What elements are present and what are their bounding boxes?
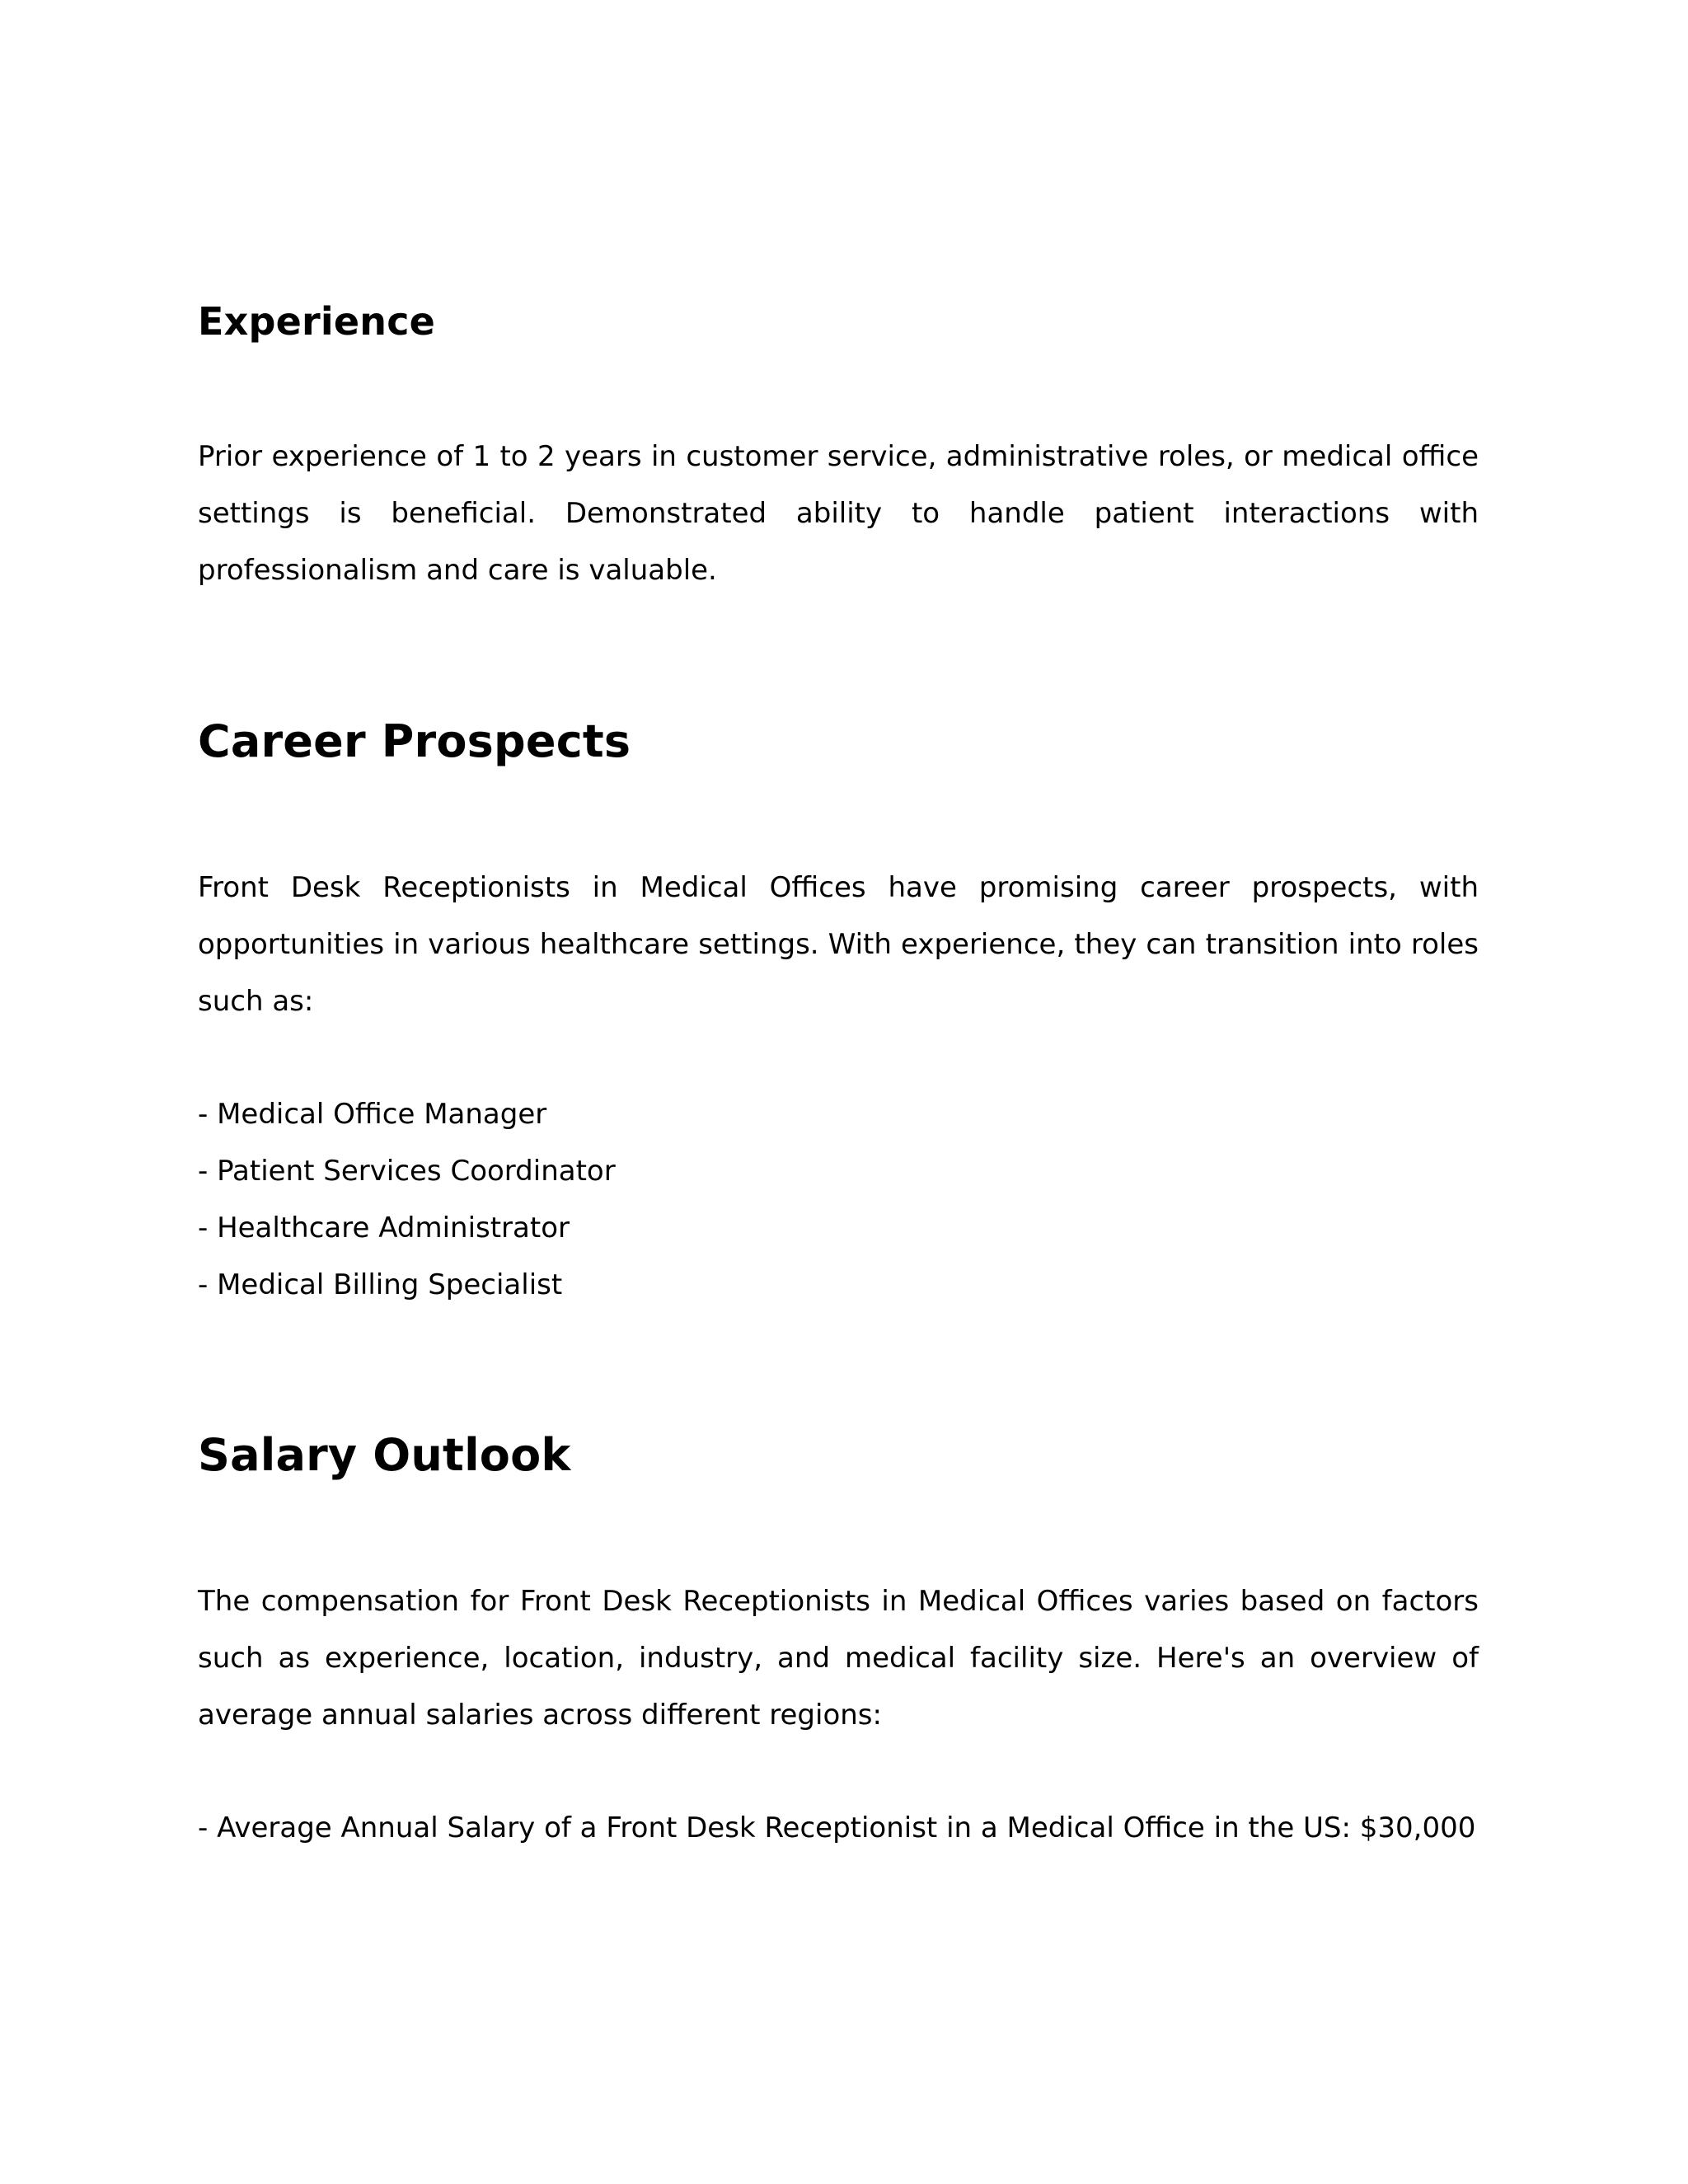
list-item: - Average Annual Salary of a Front Desk Receptionist in a Medical Office in the US: $30,000 — [198, 1811, 1476, 1844]
list-item: - Medical Office Manager — [198, 1098, 547, 1131]
list-item: - Patient Services Coordinator — [198, 1155, 616, 1188]
salary-outlook-heading: Salary Outlook — [198, 1429, 571, 1481]
list-item: - Healthcare Administrator — [198, 1212, 570, 1244]
career-prospects-paragraph: Front Desk Receptionists in Medical Offices have promising career prospects, with opportunities in various healthcare settings. With experience, they can transition into roles such as: — [198, 871, 1479, 1018]
experience-heading: Experience — [198, 299, 436, 344]
salary-outlook-paragraph: The compensation for Front Desk Receptionists in Medical Offices varies based on factors such as experience, location, industry, and medical facility size. Here's an overview of average annual salaries across different regions: — [198, 1585, 1479, 1732]
experience-paragraph: Prior experience of 1 to 2 years in customer service, administrative roles, or medical office settings is beneficial. Demonstrated ability to handle patient interactions with professionalism and care is valuable. — [198, 440, 1479, 587]
list-item: - Medical Billing Specialist — [198, 1268, 563, 1301]
salary-list — [198, 1800, 1479, 1857]
career-prospects-heading: Career Prospects — [198, 715, 631, 767]
career-roles-list — [198, 1086, 1479, 1314]
